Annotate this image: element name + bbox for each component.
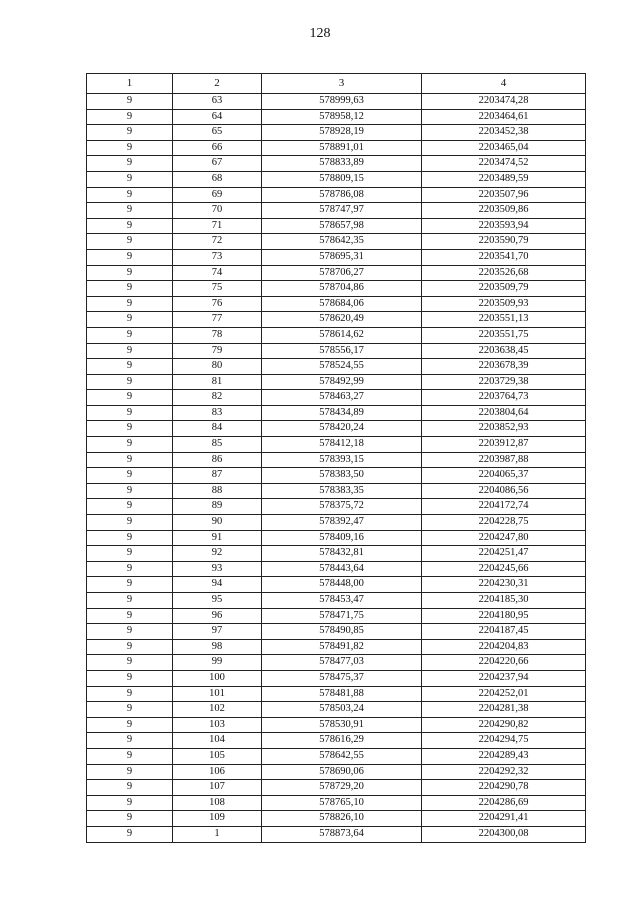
- table-cell-col-1: 9: [87, 546, 173, 562]
- table-cell-col-2: 67: [173, 156, 262, 172]
- table-cell-col-2: 66: [173, 140, 262, 156]
- table-cell-col-1: 9: [87, 717, 173, 733]
- table-row: [87, 390, 586, 406]
- table-row: [87, 593, 586, 609]
- table-cell-col-4: 2203987,88: [422, 452, 586, 468]
- table-cell-col-3: 578620,49: [262, 312, 422, 328]
- table-row: [87, 218, 586, 234]
- table-cell-col-3: 578432,81: [262, 546, 422, 562]
- table-cell-col-3: 578729,20: [262, 780, 422, 796]
- table-cell-col-1: 9: [87, 249, 173, 265]
- table-cell-col-3: 578826,10: [262, 811, 422, 827]
- table-row: [87, 140, 586, 156]
- table-cell-col-4: 2203474,52: [422, 156, 586, 172]
- table-cell-col-1: 9: [87, 655, 173, 671]
- table-row: [87, 499, 586, 515]
- table-row: [87, 826, 586, 842]
- table-cell-col-3: 578530,91: [262, 717, 422, 733]
- table-cell-col-3: 578657,98: [262, 218, 422, 234]
- table-row: [87, 296, 586, 312]
- table-cell-col-2: 96: [173, 608, 262, 624]
- table-cell-col-2: 97: [173, 624, 262, 640]
- table-cell-col-3: 578706,27: [262, 265, 422, 281]
- table-cell-col-4: 2204247,80: [422, 530, 586, 546]
- table-cell-col-2: 64: [173, 109, 262, 125]
- table-cell-col-3: 578524,55: [262, 359, 422, 375]
- table-cell-col-3: 578704,86: [262, 281, 422, 297]
- table-row: [87, 733, 586, 749]
- table-row: [87, 94, 586, 110]
- table-cell-col-1: 9: [87, 577, 173, 593]
- table-cell-col-2: 101: [173, 686, 262, 702]
- table-body: [87, 94, 586, 843]
- table-cell-col-4: 2204300,08: [422, 826, 586, 842]
- table-cell-col-3: 578393,15: [262, 452, 422, 468]
- table-cell-col-2: 78: [173, 327, 262, 343]
- table-row: [87, 171, 586, 187]
- table-cell-col-4: 2203764,73: [422, 390, 586, 406]
- table-row: [87, 374, 586, 390]
- table-cell-col-1: 9: [87, 764, 173, 780]
- table-row: [87, 748, 586, 764]
- table-row: [87, 811, 586, 827]
- table-cell-col-2: 82: [173, 390, 262, 406]
- table-cell-col-4: 2203541,70: [422, 249, 586, 265]
- table-cell-col-3: 578616,29: [262, 733, 422, 749]
- table-cell-col-3: 578765,10: [262, 795, 422, 811]
- table-cell-col-1: 9: [87, 421, 173, 437]
- table-cell-col-4: 2203452,38: [422, 125, 586, 141]
- table-cell-col-2: 103: [173, 717, 262, 733]
- table-cell-col-1: 9: [87, 187, 173, 203]
- table-cell-col-2: 84: [173, 421, 262, 437]
- table-cell-col-3: 578453,47: [262, 593, 422, 609]
- table-row: [87, 780, 586, 796]
- table-cell-col-3: 578392,47: [262, 515, 422, 531]
- table-cell-col-1: 9: [87, 390, 173, 406]
- column-header-3: 3: [262, 74, 422, 94]
- table-cell-col-2: 98: [173, 639, 262, 655]
- table-row: [87, 452, 586, 468]
- table-cell-col-4: 2203465,04: [422, 140, 586, 156]
- table-cell-col-1: 9: [87, 140, 173, 156]
- table-row: [87, 483, 586, 499]
- table-cell-col-2: 86: [173, 452, 262, 468]
- table-cell-col-3: 578642,35: [262, 234, 422, 250]
- table-cell-col-1: 9: [87, 203, 173, 219]
- table-cell-col-2: 91: [173, 530, 262, 546]
- page-number: 128: [309, 26, 331, 41]
- table-cell-col-4: 2204290,78: [422, 780, 586, 796]
- table-row: [87, 327, 586, 343]
- table-cell-col-4: 2204187,45: [422, 624, 586, 640]
- table-cell-col-4: 2204237,94: [422, 670, 586, 686]
- table-cell-col-2: 65: [173, 125, 262, 141]
- table-row: [87, 249, 586, 265]
- table-row: [87, 234, 586, 250]
- table-cell-col-1: 9: [87, 795, 173, 811]
- table-cell-col-4: 2204286,69: [422, 795, 586, 811]
- table-cell-col-2: 95: [173, 593, 262, 609]
- table-cell-col-1: 9: [87, 748, 173, 764]
- table-row: [87, 359, 586, 375]
- table-row: [87, 608, 586, 624]
- table-cell-col-3: 578747,97: [262, 203, 422, 219]
- table-cell-col-1: 9: [87, 156, 173, 172]
- table-cell-col-1: 9: [87, 359, 173, 375]
- table-cell-col-3: 578690,06: [262, 764, 422, 780]
- table-cell-col-1: 9: [87, 483, 173, 499]
- table-cell-col-2: 104: [173, 733, 262, 749]
- table-cell-col-3: 578420,24: [262, 421, 422, 437]
- table-cell-col-4: 2203526,68: [422, 265, 586, 281]
- table-row: [87, 437, 586, 453]
- table-cell-col-4: 2204294,75: [422, 733, 586, 749]
- table-cell-col-1: 9: [87, 515, 173, 531]
- table-cell-col-4: 2203638,45: [422, 343, 586, 359]
- table-cell-col-2: 76: [173, 296, 262, 312]
- table-cell-col-1: 9: [87, 639, 173, 655]
- table-cell-col-3: 578448,00: [262, 577, 422, 593]
- table-row: [87, 530, 586, 546]
- table-cell-col-2: 94: [173, 577, 262, 593]
- table-cell-col-3: 578786,08: [262, 187, 422, 203]
- table-cell-col-3: 578556,17: [262, 343, 422, 359]
- table-cell-col-2: 102: [173, 702, 262, 718]
- table-cell-col-2: 80: [173, 359, 262, 375]
- table-cell-col-1: 9: [87, 109, 173, 125]
- table-cell-col-1: 9: [87, 593, 173, 609]
- table-cell-col-4: 2204185,30: [422, 593, 586, 609]
- table-cell-col-3: 578412,18: [262, 437, 422, 453]
- table-cell-col-4: 2204065,37: [422, 468, 586, 484]
- table-cell-col-1: 9: [87, 405, 173, 421]
- table-cell-col-4: 2204086,56: [422, 483, 586, 499]
- table-cell-col-2: 93: [173, 561, 262, 577]
- table-cell-col-3: 578409,16: [262, 530, 422, 546]
- table-row: [87, 312, 586, 328]
- table-row: [87, 670, 586, 686]
- table-cell-col-2: 85: [173, 437, 262, 453]
- coordinates-table: [86, 73, 586, 843]
- table-cell-col-4: 2204172,74: [422, 499, 586, 515]
- table-cell-col-1: 9: [87, 530, 173, 546]
- table-cell-col-2: 83: [173, 405, 262, 421]
- table-row: [87, 187, 586, 203]
- table-cell-col-1: 9: [87, 702, 173, 718]
- table-row: [87, 624, 586, 640]
- table-cell-col-2: 87: [173, 468, 262, 484]
- table-cell-col-3: 578891,01: [262, 140, 422, 156]
- table-cell-col-3: 578463,27: [262, 390, 422, 406]
- table-row: [87, 764, 586, 780]
- table-cell-col-1: 9: [87, 125, 173, 141]
- table-cell-col-4: 2203729,38: [422, 374, 586, 390]
- table-cell-col-3: 578490,85: [262, 624, 422, 640]
- table-row: [87, 561, 586, 577]
- table-cell-col-1: 9: [87, 608, 173, 624]
- table-cell-col-2: 108: [173, 795, 262, 811]
- table-cell-col-2: 75: [173, 281, 262, 297]
- table-cell-col-2: 106: [173, 764, 262, 780]
- table-cell-col-1: 9: [87, 343, 173, 359]
- table-cell-col-2: 100: [173, 670, 262, 686]
- table-cell-col-1: 9: [87, 296, 173, 312]
- table-row: [87, 546, 586, 562]
- table-row: [87, 577, 586, 593]
- table-cell-col-3: 578833,89: [262, 156, 422, 172]
- table-row: [87, 717, 586, 733]
- table-cell-col-1: 9: [87, 374, 173, 390]
- table-cell-col-2: 74: [173, 265, 262, 281]
- table-cell-col-2: 69: [173, 187, 262, 203]
- table-cell-col-1: 9: [87, 234, 173, 250]
- table-cell-col-3: 578475,37: [262, 670, 422, 686]
- table-cell-col-3: 578642,55: [262, 748, 422, 764]
- table-row: [87, 343, 586, 359]
- table-cell-col-4: 2204292,32: [422, 764, 586, 780]
- table-cell-col-3: 578443,64: [262, 561, 422, 577]
- table-row: [87, 265, 586, 281]
- table-cell-col-1: 9: [87, 94, 173, 110]
- table-row: [87, 203, 586, 219]
- table-cell-col-4: 2204220,66: [422, 655, 586, 671]
- table-row: [87, 515, 586, 531]
- table-row: [87, 405, 586, 421]
- table-cell-col-3: 578471,75: [262, 608, 422, 624]
- table-cell-col-4: 2203509,86: [422, 203, 586, 219]
- table-cell-col-1: 9: [87, 561, 173, 577]
- table-cell-col-3: 578684,06: [262, 296, 422, 312]
- table-row: [87, 125, 586, 141]
- table-cell-col-3: 578999,63: [262, 94, 422, 110]
- table-cell-col-1: 9: [87, 733, 173, 749]
- table-cell-col-4: 2203551,13: [422, 312, 586, 328]
- table-cell-col-4: 2203678,39: [422, 359, 586, 375]
- table-cell-col-4: 2203489,59: [422, 171, 586, 187]
- table-row: [87, 281, 586, 297]
- table-row: [87, 686, 586, 702]
- table-header-row: [87, 74, 586, 94]
- table-cell-col-1: 9: [87, 686, 173, 702]
- table-cell-col-4: 2204281,38: [422, 702, 586, 718]
- table-cell-col-3: 578695,31: [262, 249, 422, 265]
- table-row: [87, 655, 586, 671]
- table-row: [87, 795, 586, 811]
- table-cell-col-2: 63: [173, 94, 262, 110]
- table-cell-col-3: 578809,15: [262, 171, 422, 187]
- table-cell-col-4: 2203804,64: [422, 405, 586, 421]
- table-cell-col-4: 2204228,75: [422, 515, 586, 531]
- table-cell-col-4: 2204290,82: [422, 717, 586, 733]
- table-cell-col-3: 578491,82: [262, 639, 422, 655]
- table-row: [87, 468, 586, 484]
- table-cell-col-4: 2204291,41: [422, 811, 586, 827]
- table-cell-col-1: 9: [87, 780, 173, 796]
- table-cell-col-3: 578481,88: [262, 686, 422, 702]
- table-cell-col-3: 578873,64: [262, 826, 422, 842]
- table-cell-col-2: 68: [173, 171, 262, 187]
- table-cell-col-2: 99: [173, 655, 262, 671]
- table-cell-col-1: 9: [87, 811, 173, 827]
- table-cell-col-4: 2204230,31: [422, 577, 586, 593]
- table-cell-col-3: 578383,35: [262, 483, 422, 499]
- column-header-1: 1: [87, 74, 173, 94]
- table-cell-col-2: 90: [173, 515, 262, 531]
- table-cell-col-2: 92: [173, 546, 262, 562]
- table-cell-col-3: 578958,12: [262, 109, 422, 125]
- table-cell-col-4: 2203912,87: [422, 437, 586, 453]
- table-cell-col-2: 107: [173, 780, 262, 796]
- table-cell-col-1: 9: [87, 670, 173, 686]
- column-header-2: 2: [173, 74, 262, 94]
- column-header-4: 4: [422, 74, 586, 94]
- table-cell-col-3: 578492,99: [262, 374, 422, 390]
- table-cell-col-4: 2203474,28: [422, 94, 586, 110]
- table-cell-col-1: 9: [87, 624, 173, 640]
- table-cell-col-3: 578375,72: [262, 499, 422, 515]
- table-cell-col-2: 79: [173, 343, 262, 359]
- table-cell-col-1: 9: [87, 218, 173, 234]
- table-row: [87, 639, 586, 655]
- table-cell-col-4: 2203593,94: [422, 218, 586, 234]
- table-cell-col-3: 578928,19: [262, 125, 422, 141]
- table-cell-col-4: 2203551,75: [422, 327, 586, 343]
- table-cell-col-4: 2203507,96: [422, 187, 586, 203]
- table-cell-col-2: 81: [173, 374, 262, 390]
- table-cell-col-2: 73: [173, 249, 262, 265]
- table-cell-col-3: 578383,50: [262, 468, 422, 484]
- table-row: [87, 156, 586, 172]
- table-cell-col-2: 88: [173, 483, 262, 499]
- table-cell-col-2: 72: [173, 234, 262, 250]
- table-cell-col-2: 71: [173, 218, 262, 234]
- table-cell-col-4: 2203509,79: [422, 281, 586, 297]
- table-cell-col-4: 2203852,93: [422, 421, 586, 437]
- table-cell-col-4: 2203464,61: [422, 109, 586, 125]
- table-cell-col-3: 578434,89: [262, 405, 422, 421]
- table-cell-col-1: 9: [87, 171, 173, 187]
- table-cell-col-4: 2204204,83: [422, 639, 586, 655]
- table-cell-col-4: 2204251,47: [422, 546, 586, 562]
- table-cell-col-3: 578503,24: [262, 702, 422, 718]
- table-cell-col-3: 578614,62: [262, 327, 422, 343]
- table-cell-col-1: 9: [87, 327, 173, 343]
- table-cell-col-2: 77: [173, 312, 262, 328]
- table-cell-col-4: 2203509,93: [422, 296, 586, 312]
- table-cell-col-2: 1: [173, 826, 262, 842]
- table-cell-col-2: 109: [173, 811, 262, 827]
- table-row: [87, 702, 586, 718]
- table-cell-col-4: 2204252,01: [422, 686, 586, 702]
- table-cell-col-1: 9: [87, 468, 173, 484]
- table-row: [87, 109, 586, 125]
- table-cell-col-2: 89: [173, 499, 262, 515]
- table-cell-col-3: 578477,03: [262, 655, 422, 671]
- table-cell-col-1: 9: [87, 281, 173, 297]
- table-cell-col-1: 9: [87, 265, 173, 281]
- table-cell-col-1: 9: [87, 452, 173, 468]
- table-cell-col-1: 9: [87, 312, 173, 328]
- table-cell-col-2: 70: [173, 203, 262, 219]
- table-row: [87, 421, 586, 437]
- table-cell-col-4: 2204180,95: [422, 608, 586, 624]
- table-cell-col-4: 2204289,43: [422, 748, 586, 764]
- table-cell-col-2: 105: [173, 748, 262, 764]
- table-cell-col-4: 2204245,66: [422, 561, 586, 577]
- table-cell-col-1: 9: [87, 437, 173, 453]
- table-cell-col-1: 9: [87, 499, 173, 515]
- table-cell-col-1: 9: [87, 826, 173, 842]
- table-cell-col-4: 2203590,79: [422, 234, 586, 250]
